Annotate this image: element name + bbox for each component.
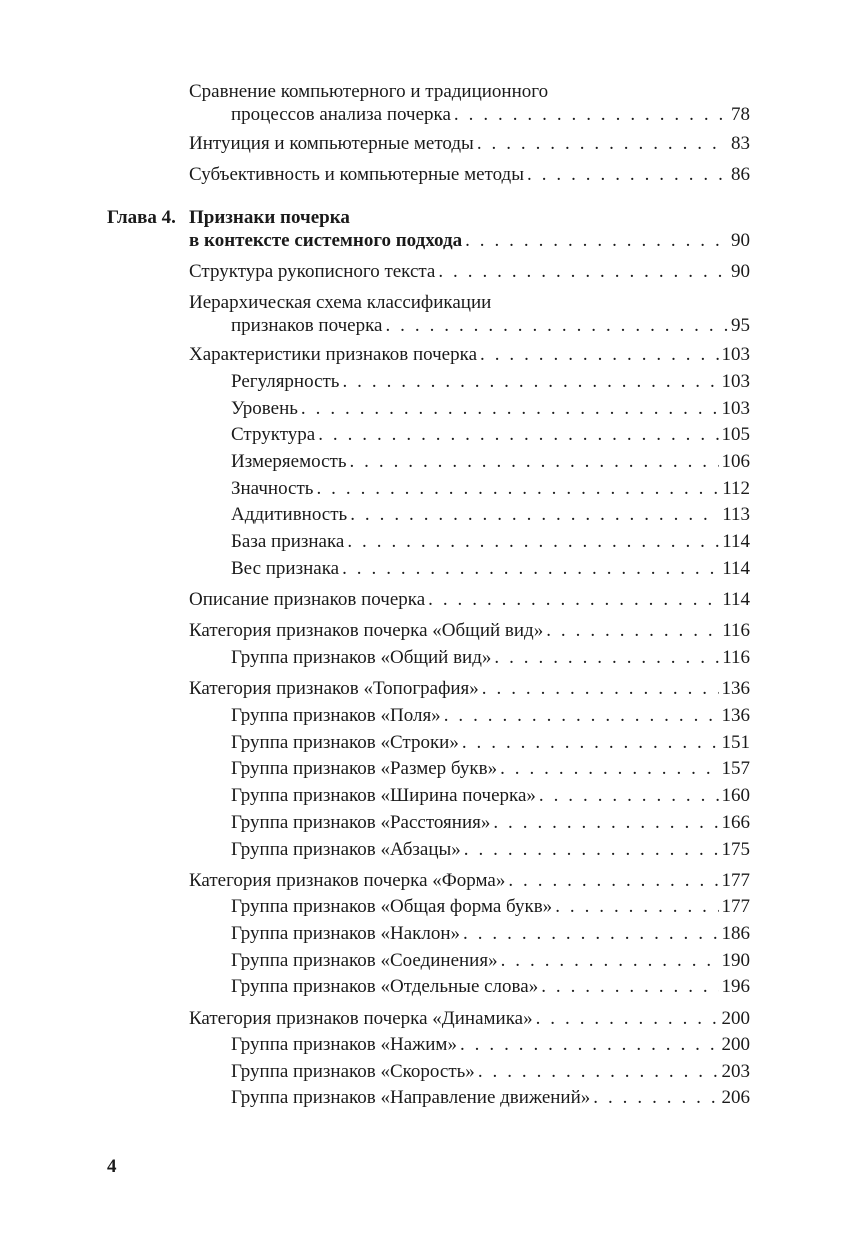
toc-entry-title: Категория признаков почерка «Общий вид» — [189, 620, 544, 641]
toc-page-number: 116 — [722, 620, 750, 641]
leader-dots — [482, 677, 719, 700]
toc-subentry — [231, 397, 750, 420]
toc-entry-title: Измеряемость — [231, 451, 347, 472]
toc-entry-title: Категория признаков почерка «Форма» — [189, 870, 506, 891]
leader-dots — [342, 370, 718, 393]
toc-page-number: 136 — [721, 705, 750, 726]
leader-dots — [349, 450, 718, 473]
toc-entry-title: Субъективность и компьютерные методы — [189, 164, 524, 185]
toc-entry-title-line1: Сравнение компьютерного и традиционного — [189, 81, 549, 102]
toc-entry-title: Структура рукописного текста — [189, 261, 436, 282]
toc-entry — [189, 588, 750, 611]
toc-page-number: 78 — [731, 104, 750, 125]
leader-dots — [347, 530, 719, 553]
toc-subentry — [231, 784, 750, 807]
toc-page-number: 114 — [722, 558, 750, 579]
toc-entry — [189, 291, 750, 337]
toc-page-number: 116 — [722, 647, 750, 668]
toc-page-number: 86 — [731, 164, 750, 185]
toc-subentry — [231, 975, 750, 998]
toc-page-number: 177 — [721, 870, 750, 891]
toc-subentry — [231, 557, 750, 580]
toc-subentry — [231, 1060, 750, 1083]
toc-subentry — [231, 477, 750, 500]
toc-entry-title: Группа признаков «Ширина почерка» — [231, 785, 536, 806]
toc-subentry — [231, 811, 750, 834]
leader-dots — [500, 757, 718, 780]
toc-page-number: 203 — [721, 1061, 750, 1082]
toc-subentry — [231, 731, 750, 754]
leader-dots — [342, 557, 719, 580]
toc-subentry — [231, 370, 750, 393]
toc-page-number: 175 — [721, 839, 750, 860]
leader-dots — [527, 163, 728, 186]
toc-page-number: 196 — [721, 976, 750, 997]
toc-entry-title: Группа признаков «Общий вид» — [231, 647, 492, 668]
toc-entry-title: Группа признаков «Направление движений» — [231, 1087, 591, 1108]
toc-entry-title: Группа признаков «Нажим» — [231, 1034, 457, 1055]
toc-page-number: 160 — [721, 785, 750, 806]
toc-entry-title: Аддитивность — [231, 504, 348, 525]
leader-dots — [350, 503, 719, 526]
toc-entry — [189, 260, 750, 283]
leader-dots — [494, 646, 719, 669]
toc-entry-title-line1: Иерархическая схема классификации — [189, 292, 492, 313]
toc-page-number: 200 — [721, 1008, 750, 1029]
toc-page-number: 177 — [721, 896, 750, 917]
toc-subentry — [231, 423, 750, 446]
leader-dots — [546, 619, 719, 642]
toc-entry-title: Интуиция и компьютерные методы — [189, 133, 474, 154]
toc-chapter-entry — [189, 206, 750, 252]
toc-page-number: 103 — [721, 398, 750, 419]
toc-page-number: 190 — [721, 950, 750, 971]
toc-entry — [189, 343, 750, 366]
toc-subentry — [231, 646, 750, 669]
toc-page-number: 106 — [721, 451, 750, 472]
toc-entry-title: Группа признаков «Соединения» — [231, 950, 498, 971]
toc-entry-title: Группа признаков «Общая форма букв» — [231, 896, 553, 917]
leader-dots — [464, 838, 719, 861]
toc-entry-title: Описание признаков почерка — [189, 589, 426, 610]
toc-entry-title: признаков почерка — [231, 315, 383, 336]
toc-subentry — [231, 949, 750, 972]
toc-entry — [189, 80, 750, 126]
toc-entry-title: Группа признаков «Строки» — [231, 732, 459, 753]
toc-page-number: 95 — [731, 315, 750, 336]
leader-dots — [555, 895, 718, 918]
leader-dots — [462, 731, 719, 754]
toc-page-number: 113 — [722, 504, 750, 525]
toc-page-number: 166 — [721, 812, 750, 833]
toc-entry — [189, 677, 750, 700]
toc-page-number: 103 — [721, 371, 750, 392]
leader-dots — [460, 1033, 719, 1056]
leader-dots — [480, 343, 719, 366]
toc-entry — [189, 132, 750, 155]
toc-entry-title-line1: Признаки почерка — [189, 207, 350, 228]
leader-dots — [536, 1007, 719, 1030]
toc-subentry — [231, 838, 750, 861]
leader-dots — [444, 704, 719, 727]
toc-entry-title: Структура — [231, 424, 316, 445]
toc-subentry — [231, 530, 750, 553]
toc-page-number: 186 — [721, 923, 750, 944]
toc-entry-title: Вес признака — [231, 558, 340, 579]
toc-subentry — [231, 757, 750, 780]
toc-entry-title: в контексте системного подхода — [189, 230, 463, 251]
leader-dots — [438, 260, 728, 283]
toc-page-number: 114 — [722, 589, 750, 610]
leader-dots — [508, 869, 718, 892]
toc-entry — [189, 163, 750, 186]
toc-entry-title: Категория признаков почерка «Динамика» — [189, 1008, 533, 1029]
toc-entry-title: Группа признаков «Поля» — [231, 705, 441, 726]
toc-page-number: 90 — [731, 261, 750, 282]
toc-subentry — [231, 503, 750, 526]
toc-page-number: 206 — [721, 1087, 750, 1108]
leader-dots — [385, 314, 728, 337]
leader-dots — [301, 397, 719, 420]
toc-entry-title: Группа признаков «Скорость» — [231, 1061, 475, 1082]
leader-dots — [539, 784, 719, 807]
toc-entry-title: Группа признаков «Абзацы» — [231, 839, 461, 860]
leader-dots — [454, 103, 728, 126]
toc-page-number: 112 — [722, 478, 750, 499]
toc-entry-title: Группа признаков «Размер букв» — [231, 758, 498, 779]
toc-entry — [189, 619, 750, 642]
toc-entry-title: База признака — [231, 531, 345, 552]
toc-entry-title: Группа признаков «Расстояния» — [231, 812, 491, 833]
toc-entry-title: Уровень — [231, 398, 298, 419]
toc-page-number: 200 — [721, 1034, 750, 1055]
toc-entry — [189, 869, 750, 892]
leader-dots — [428, 588, 719, 611]
leader-dots — [501, 949, 719, 972]
toc-page-number: 83 — [731, 133, 750, 154]
toc-page-number: 136 — [721, 678, 750, 699]
toc-page-number: 151 — [721, 732, 750, 753]
leader-dots — [478, 1060, 719, 1083]
toc-page-number: 157 — [721, 758, 750, 779]
leader-dots — [493, 811, 718, 834]
toc-entry-title: Группа признаков «Отдельные слова» — [231, 976, 539, 997]
toc-subentry — [231, 704, 750, 727]
toc-entry-title: Характеристики признаков почерка — [189, 344, 477, 365]
toc-entry — [189, 1007, 750, 1030]
toc-subentry — [231, 1086, 750, 1109]
toc-page-number: 90 — [731, 230, 750, 251]
toc-entry-title: Регулярность — [231, 371, 340, 392]
toc-entry-title: процессов анализа почерка — [231, 104, 451, 125]
toc-page-number: 105 — [721, 424, 750, 445]
leader-dots — [465, 229, 728, 252]
toc-subentry — [231, 895, 750, 918]
toc-page-number: 103 — [721, 344, 750, 365]
leader-dots — [593, 1086, 718, 1109]
chapter-label: Глава 4. — [107, 207, 176, 228]
toc-subentry — [231, 1033, 750, 1056]
page-number: 4 — [107, 1156, 117, 1177]
toc-entry-title: Группа признаков «Наклон» — [231, 923, 461, 944]
toc-entry-title: Значность — [231, 478, 314, 499]
toc-page-number: 114 — [722, 531, 750, 552]
toc-subentry — [231, 450, 750, 473]
leader-dots — [541, 975, 718, 998]
leader-dots — [316, 477, 719, 500]
leader-dots — [318, 423, 718, 446]
leader-dots — [463, 922, 718, 945]
toc-entry-title: Категория признаков «Топография» — [189, 678, 479, 699]
leader-dots — [477, 132, 728, 155]
toc-subentry — [231, 922, 750, 945]
